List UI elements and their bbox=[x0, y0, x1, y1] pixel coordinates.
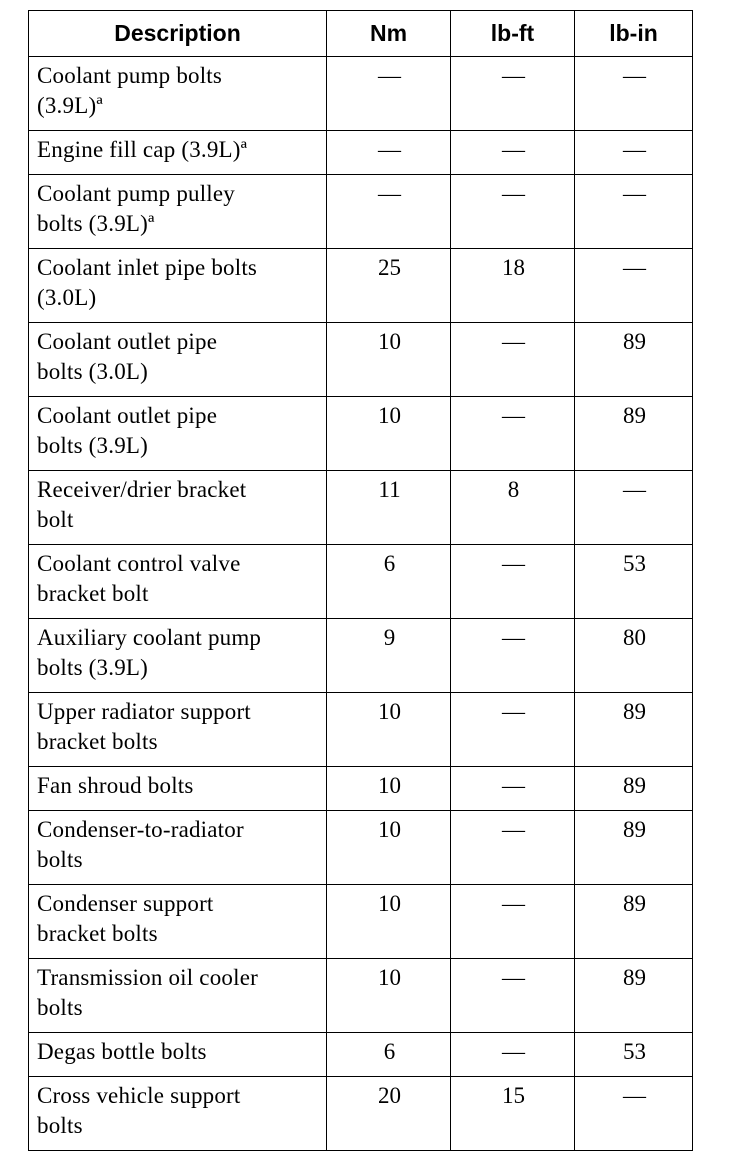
table-row bbox=[29, 767, 693, 811]
cell-nm: 11 bbox=[327, 471, 451, 545]
cell-nm: 9 bbox=[327, 619, 451, 693]
cell-lb-in: — bbox=[575, 175, 693, 249]
description-line-2: bracket bolts bbox=[37, 921, 158, 946]
cell-lb-in: 53 bbox=[575, 545, 693, 619]
cell-lb-ft: — bbox=[451, 619, 575, 693]
table-row bbox=[29, 811, 693, 885]
description-line-2: bracket bolts bbox=[37, 729, 158, 754]
cell-description bbox=[29, 323, 327, 397]
cell-description bbox=[29, 767, 327, 811]
cell-description bbox=[29, 131, 327, 175]
table-row bbox=[29, 249, 693, 323]
cell-description bbox=[29, 471, 327, 545]
cell-lb-ft: — bbox=[451, 545, 575, 619]
cell-lb-ft: — bbox=[451, 323, 575, 397]
cell-description bbox=[29, 693, 327, 767]
torque-spec-table bbox=[28, 10, 693, 1151]
table-row bbox=[29, 959, 693, 1033]
cell-lb-in: — bbox=[575, 471, 693, 545]
cell-nm: 10 bbox=[327, 767, 451, 811]
description-line-1: Condenser-to-radiator bbox=[37, 817, 244, 842]
cell-lb-ft: — bbox=[451, 959, 575, 1033]
cell-nm: — bbox=[327, 131, 451, 175]
cell-nm: 10 bbox=[327, 323, 451, 397]
cell-lb-in: 89 bbox=[575, 323, 693, 397]
cell-description bbox=[29, 545, 327, 619]
description-line-1: Coolant pump pulley bbox=[37, 181, 236, 206]
table-row bbox=[29, 619, 693, 693]
table-row bbox=[29, 1077, 693, 1151]
table-row bbox=[29, 397, 693, 471]
cell-description bbox=[29, 811, 327, 885]
cell-lb-in: 89 bbox=[575, 811, 693, 885]
cell-lb-ft: 15 bbox=[451, 1077, 575, 1151]
description-line-1: Coolant inlet pipe bolts bbox=[37, 255, 258, 280]
table-row bbox=[29, 57, 693, 131]
table-row bbox=[29, 545, 693, 619]
cell-nm: 25 bbox=[327, 249, 451, 323]
cell-lb-ft: — bbox=[451, 397, 575, 471]
cell-nm: 6 bbox=[327, 545, 451, 619]
header-lb-in: lb-in bbox=[575, 11, 693, 57]
cell-description bbox=[29, 397, 327, 471]
cell-nm: 10 bbox=[327, 811, 451, 885]
description-line-2: (3.0L) bbox=[37, 285, 97, 310]
cell-description bbox=[29, 1033, 327, 1077]
table-row bbox=[29, 471, 693, 545]
cell-lb-in: — bbox=[575, 1077, 693, 1151]
header-lb-ft: lb-ft bbox=[451, 11, 575, 57]
cell-nm: 20 bbox=[327, 1077, 451, 1151]
cell-description bbox=[29, 619, 327, 693]
cell-lb-ft: — bbox=[451, 175, 575, 249]
description-line-2: bolts bbox=[37, 1113, 83, 1138]
cell-lb-in: 80 bbox=[575, 619, 693, 693]
description-line-1: Upper radiator support bbox=[37, 699, 251, 724]
cell-lb-in: — bbox=[575, 249, 693, 323]
description-line-1: Coolant outlet pipe bbox=[37, 329, 218, 354]
cell-lb-ft: 8 bbox=[451, 471, 575, 545]
cell-lb-ft: 18 bbox=[451, 249, 575, 323]
cell-nm: — bbox=[327, 175, 451, 249]
description-line-1: Engine fill cap (3.9L)ª bbox=[37, 137, 248, 162]
cell-lb-ft: — bbox=[451, 1033, 575, 1077]
cell-nm: — bbox=[327, 57, 451, 131]
description-line-2: bolts bbox=[37, 847, 83, 872]
header-nm: Nm bbox=[327, 11, 451, 57]
cell-description bbox=[29, 57, 327, 131]
description-line-2: bolts (3.9L) bbox=[37, 433, 148, 458]
description-line-2: bolt bbox=[37, 507, 74, 532]
cell-description bbox=[29, 249, 327, 323]
cell-lb-ft: — bbox=[451, 131, 575, 175]
cell-lb-in: 89 bbox=[575, 397, 693, 471]
cell-nm: 10 bbox=[327, 397, 451, 471]
cell-lb-in: 89 bbox=[575, 885, 693, 959]
cell-lb-ft: — bbox=[451, 767, 575, 811]
header-row bbox=[29, 11, 693, 57]
cell-lb-in: 89 bbox=[575, 767, 693, 811]
table-body bbox=[29, 57, 693, 1151]
table-row bbox=[29, 323, 693, 397]
cell-lb-in: 53 bbox=[575, 1033, 693, 1077]
description-line-1: Transmission oil cooler bbox=[37, 965, 258, 990]
description-line-2: (3.9L)ª bbox=[37, 93, 103, 118]
table-row bbox=[29, 885, 693, 959]
table-header bbox=[29, 11, 693, 57]
cell-lb-in: — bbox=[575, 57, 693, 131]
description-line-1: Condenser support bbox=[37, 891, 214, 916]
cell-lb-ft: — bbox=[451, 811, 575, 885]
cell-nm: 6 bbox=[327, 1033, 451, 1077]
cell-description bbox=[29, 1077, 327, 1151]
description-line-1: Auxiliary coolant pump bbox=[37, 625, 262, 650]
header-description: Description bbox=[29, 11, 327, 57]
description-line-2: bolts (3.9L) bbox=[37, 655, 148, 680]
cell-description bbox=[29, 959, 327, 1033]
cell-nm: 10 bbox=[327, 885, 451, 959]
cell-description bbox=[29, 885, 327, 959]
table-row bbox=[29, 175, 693, 249]
table-row bbox=[29, 131, 693, 175]
cell-lb-ft: — bbox=[451, 57, 575, 131]
cell-lb-in: 89 bbox=[575, 693, 693, 767]
description-line-1: Coolant outlet pipe bbox=[37, 403, 218, 428]
description-line-1: Fan shroud bolts bbox=[37, 773, 194, 798]
description-line-2: bolts bbox=[37, 995, 83, 1020]
cell-lb-ft: — bbox=[451, 885, 575, 959]
description-line-1: Receiver/drier bracket bbox=[37, 477, 247, 502]
description-line-1: Coolant pump bolts bbox=[37, 63, 223, 88]
cell-lb-in: 89 bbox=[575, 959, 693, 1033]
description-line-2: bracket bolt bbox=[37, 581, 149, 606]
cell-nm: 10 bbox=[327, 693, 451, 767]
cell-nm: 10 bbox=[327, 959, 451, 1033]
table-row bbox=[29, 693, 693, 767]
description-line-1: Cross vehicle support bbox=[37, 1083, 241, 1108]
cell-description bbox=[29, 175, 327, 249]
description-line-1: Degas bottle bolts bbox=[37, 1039, 207, 1064]
cell-lb-ft: — bbox=[451, 693, 575, 767]
cell-lb-in: — bbox=[575, 131, 693, 175]
description-line-2: bolts (3.9L)ª bbox=[37, 211, 155, 236]
description-line-2: bolts (3.0L) bbox=[37, 359, 148, 384]
table-row bbox=[29, 1033, 693, 1077]
description-line-1: Coolant control valve bbox=[37, 551, 241, 576]
